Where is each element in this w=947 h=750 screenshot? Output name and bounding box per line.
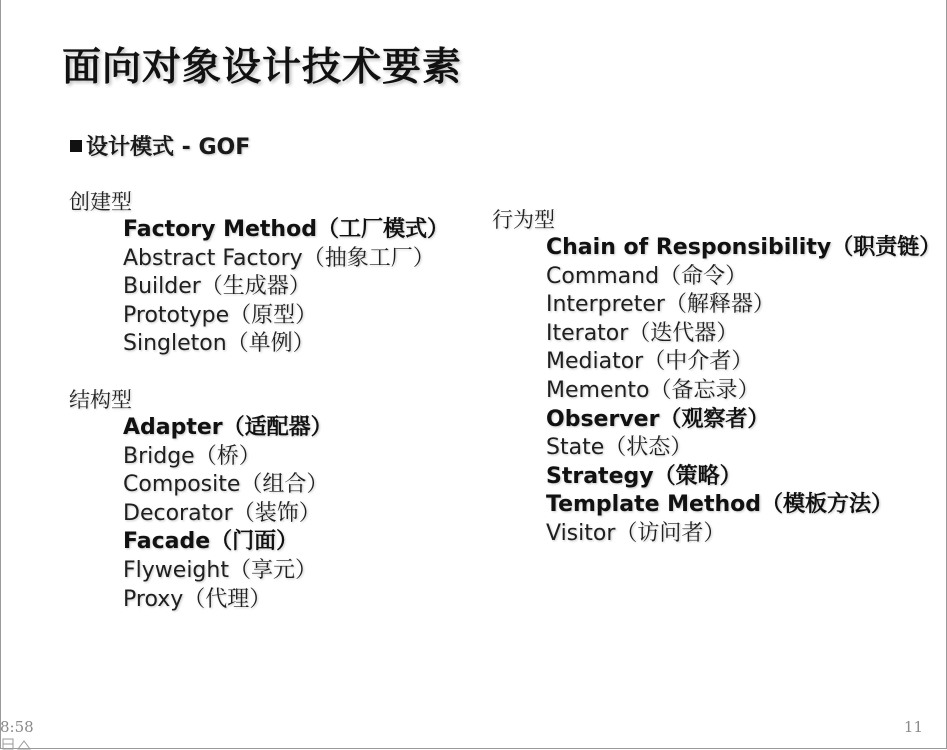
behavioral-pattern-item: Interpreter（解释器）: [546, 292, 775, 318]
slide-nav-icon[interactable]: [2, 737, 36, 750]
creational-label: 创建型: [69, 190, 132, 214]
structural-pattern-item: Adapter（适配器）: [123, 415, 333, 440]
creational-pattern-item: Singleton（单例）: [123, 331, 315, 357]
creational-pattern-item: Factory Method（工厂模式）: [123, 217, 449, 242]
slide-page-number: 11: [903, 718, 923, 736]
creational-group: [69, 188, 449, 359]
creational-pattern-item: Abstract Factory（抽象工厂）: [123, 245, 435, 271]
gof-heading: [70, 130, 250, 161]
structural-pattern-item: Composite（组合）: [123, 472, 329, 498]
behavioral-pattern-item: Mediator（中介者）: [546, 349, 754, 375]
behavioral-pattern-item: Memento（备忘录）: [546, 377, 760, 403]
behavioral-pattern-item: State（状态）: [546, 435, 693, 461]
behavioral-list: [492, 234, 941, 549]
gof-heading-text: 设计模式 - GOF: [86, 135, 251, 160]
behavioral-pattern-item: Command（命令）: [546, 263, 748, 289]
behavioral-pattern-item: Visitor（访问者）: [546, 520, 726, 546]
structural-pattern-item: Flyweight（享元）: [123, 557, 317, 583]
structural-pattern-item: Proxy（代理）: [123, 586, 272, 612]
behavioral-pattern-item: Template Method（模板方法）: [546, 492, 894, 518]
slide-title: 面向对象设计技术要素: [62, 45, 463, 90]
creational-list: [69, 216, 449, 359]
structural-list: [69, 414, 333, 614]
behavioral-pattern-item: Observer（观察者）: [546, 406, 770, 432]
slide-timestamp: 8:58: [0, 718, 34, 736]
creational-pattern-item: Builder（生成器）: [123, 274, 311, 300]
behavioral-pattern-item: Strategy（策略）: [546, 463, 742, 489]
behavioral-pattern-item: Chain of Responsibility（职责链）: [546, 235, 942, 260]
structural-group: [69, 386, 333, 614]
behavioral-label: 行为型: [492, 208, 555, 232]
structural-pattern-item: Decorator（装饰）: [123, 500, 321, 526]
behavioral-pattern-item: Iterator（迭代器）: [546, 320, 739, 346]
behavioral-group: [492, 206, 941, 549]
structural-label: 结构型: [69, 388, 132, 412]
creational-pattern-item: Prototype（原型）: [123, 302, 318, 328]
square-bullet-icon: [70, 140, 82, 152]
structural-pattern-item: Bridge（桥）: [123, 443, 261, 469]
structural-pattern-item: Facade（门面）: [123, 529, 299, 555]
